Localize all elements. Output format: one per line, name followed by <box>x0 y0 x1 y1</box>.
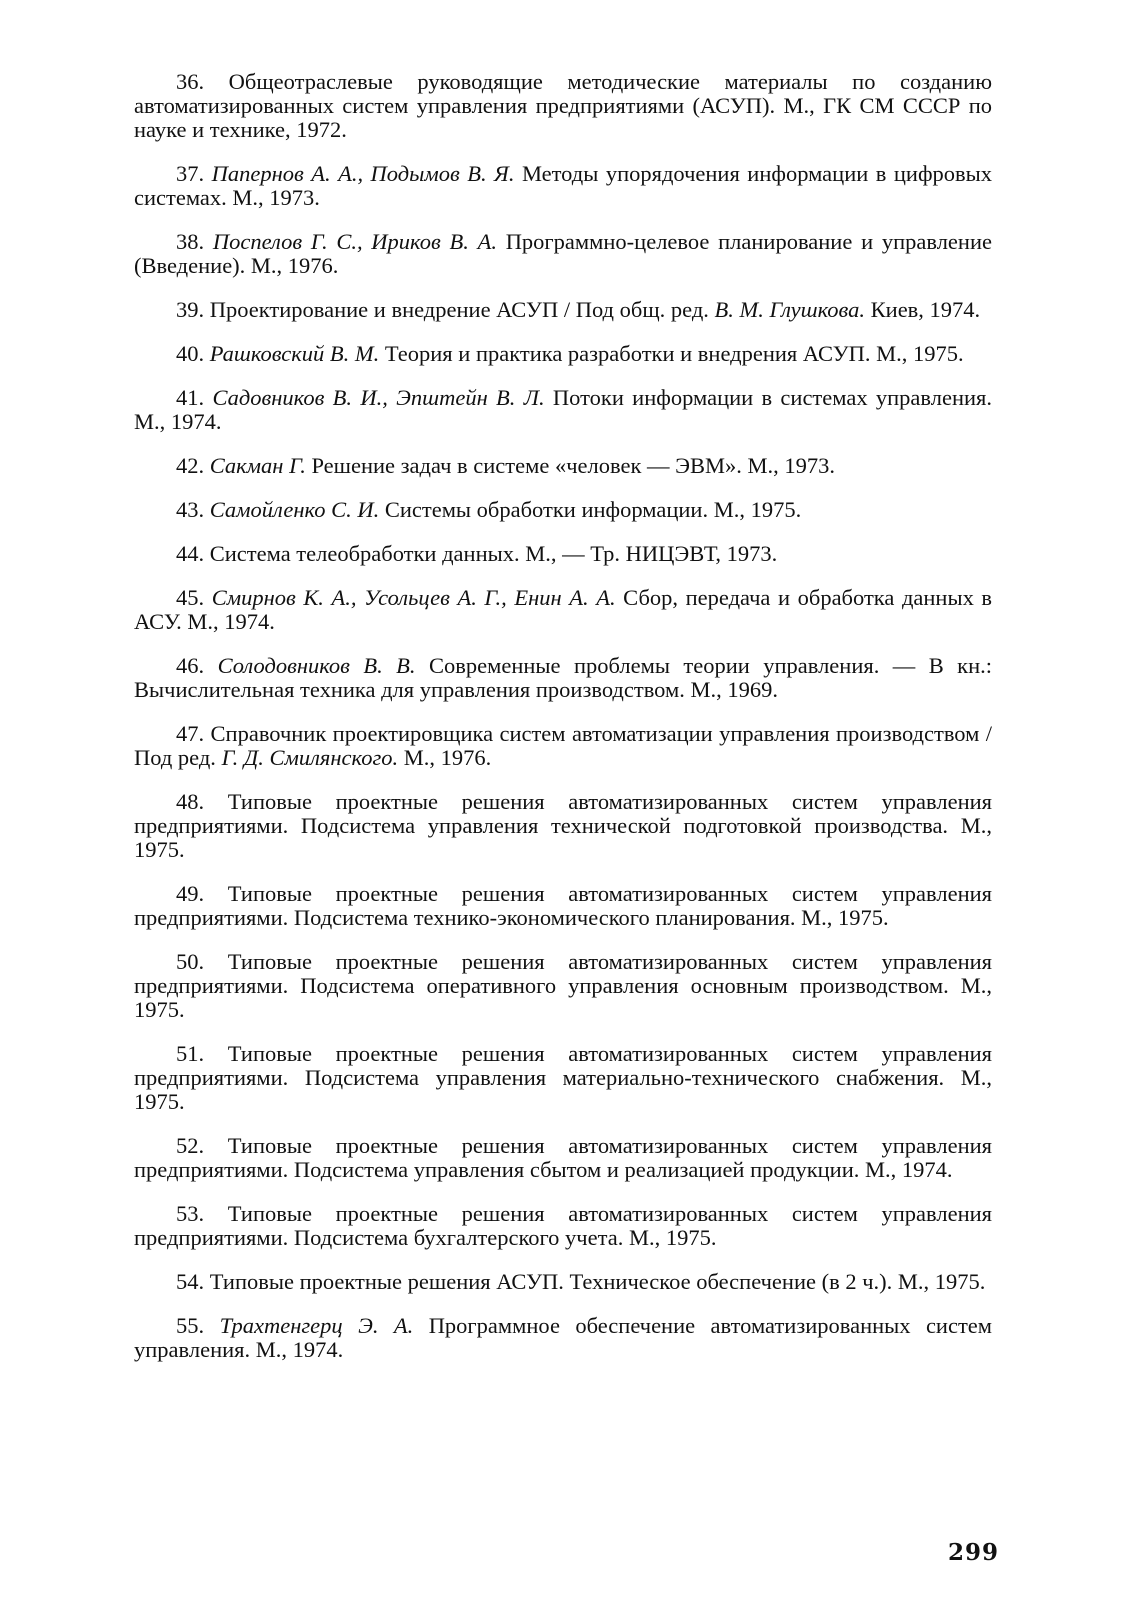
reference-text: Типовые проектные решения автоматизированных систем управления предприятиями. Подсистема оперативного управления основным производством. М., 1975. <box>134 949 993 1022</box>
reference-number: 55. <box>176 1313 205 1338</box>
reference-item <box>134 722 992 770</box>
reference-item <box>134 790 992 862</box>
reference-tail: Киев, 1974. <box>870 297 981 322</box>
reference-number: 44. <box>176 541 205 566</box>
reference-number: 40. <box>176 341 205 366</box>
reference-text: Проектирование и внедрение АСУП / Под общ. ред. <box>209 297 709 322</box>
reference-item <box>134 454 992 478</box>
reference-text: Решение задач в системе «человек — ЭВМ». М., 1973. <box>311 453 836 478</box>
reference-item <box>134 386 992 434</box>
reference-number: 37. <box>176 161 205 186</box>
reference-item <box>134 1314 992 1362</box>
reference-number: 53. <box>176 1201 205 1226</box>
reference-authors: Смирнов К. А., Усольцев А. Г., Енин А. А. <box>211 585 616 610</box>
reference-number: 38. <box>176 229 205 254</box>
reference-number: 50. <box>176 949 205 974</box>
reference-item <box>134 542 992 566</box>
reference-item <box>134 586 992 634</box>
reference-text: Методы упорядочения информации в цифровых системах. М., 1973. <box>134 161 993 210</box>
reference-authors: Солодовников В. В. <box>217 653 416 678</box>
reference-text: Сбор, передача и обработка данных в АСУ. М., 1974. <box>134 585 993 634</box>
reference-number: 48. <box>176 789 205 814</box>
reference-number: 39. <box>176 297 205 322</box>
reference-text: Системы обработки информации. М., 1975. <box>384 497 802 522</box>
reference-number: 43. <box>176 497 205 522</box>
reference-item <box>134 654 992 702</box>
reference-number: 42. <box>176 453 205 478</box>
reference-item <box>134 950 992 1022</box>
reference-item <box>134 498 992 522</box>
reference-number: 51. <box>176 1041 205 1066</box>
reference-authors: Поспелов Г. С., Ириков В. А. <box>212 229 497 254</box>
reference-number: 41. <box>176 385 205 410</box>
reference-authors: Папернов А. А., Подымов В. Я. <box>211 161 515 186</box>
reference-number: 52. <box>176 1133 205 1158</box>
reference-authors: Сакман Г. <box>209 453 306 478</box>
reference-text: Типовые проектные решения автоматизированных систем управления предприятиями. Подсистема бухгалтерского учета. М., 1975. <box>134 1201 993 1250</box>
reference-text: Система телеобработки данных. М., — Тр. НИЦЭВТ, 1973. <box>209 541 778 566</box>
reference-item <box>134 1202 992 1250</box>
reference-text: Общеотраслевые руководящие методические материалы по созданию автоматизированных систем управления предприятиями (АСУП). М., ГК СМ СССР по науке и технике, 1972. <box>134 69 993 142</box>
reference-number: 49. <box>176 881 205 906</box>
reference-number: 45. <box>176 585 205 610</box>
reference-item <box>134 162 992 210</box>
reference-text: Типовые проектные решения автоматизированных систем управления предприятиями. Подсистема технико-экономического планирования. М., 1975. <box>134 881 993 930</box>
reference-item <box>134 1134 992 1182</box>
reference-text: Типовые проектные решения автоматизированных систем управления предприятиями. Подсистема управления материально-технического снабжения. М., 1975. <box>134 1041 993 1114</box>
reference-authors: Рашковский В. М. <box>209 341 380 366</box>
reference-editor: Г. Д. Смилянского. <box>221 745 399 770</box>
page-number: 299 <box>948 1539 1000 1566</box>
reference-text: Программно-целевое планирование и управление (Введение). М., 1976. <box>134 229 992 278</box>
reference-authors: Садовников В. И., Эпштейн В. Л. <box>212 385 545 410</box>
reference-number: 36. <box>176 69 205 94</box>
reference-authors: Трахтенгерц Э. А. <box>219 1313 414 1338</box>
reference-item <box>134 882 992 930</box>
reference-item <box>134 230 992 278</box>
reference-tail: М., 1976. <box>403 745 492 770</box>
reference-text: Теория и практика разработки и внедрения АСУП. М., 1975. <box>384 341 964 366</box>
reference-number: 46. <box>176 653 205 678</box>
reference-text: Типовые проектные решения автоматизированных систем управления предприятиями. Подсистема управления сбытом и реализацией продукции. М., 1974. <box>134 1133 993 1182</box>
reference-item <box>134 342 992 366</box>
reference-number: 54. <box>176 1269 205 1294</box>
reference-authors: Самойленко С. И. <box>209 497 380 522</box>
reference-text: Потоки информации в системах управления. М., 1974. <box>134 385 993 434</box>
reference-editor: В. М. Глушкова. <box>714 297 866 322</box>
reference-number: 47. <box>176 721 205 746</box>
reference-text: Современные проблемы теории управления. — В кн.: Вычислительная техника для управления производством. М., 1969. <box>134 653 993 702</box>
bibliography-page <box>134 70 992 1362</box>
reference-text: Программное обеспечение автоматизированных систем управления. М., 1974. <box>134 1313 993 1362</box>
reference-item <box>134 1042 992 1114</box>
reference-list <box>134 70 992 1362</box>
reference-item <box>134 70 992 142</box>
reference-text: Типовые проектные решения автоматизированных систем управления предприятиями. Подсистема управления технической подготовкой производства. М., 1975. <box>134 789 993 862</box>
reference-text: Справочник проектировщика систем автоматизации управления производством / Под ред. <box>134 721 993 770</box>
reference-text: Типовые проектные решения АСУП. Техническое обеспечение (в 2 ч.). М., 1975. <box>209 1269 986 1294</box>
reference-item <box>134 298 992 322</box>
reference-item <box>134 1270 992 1294</box>
